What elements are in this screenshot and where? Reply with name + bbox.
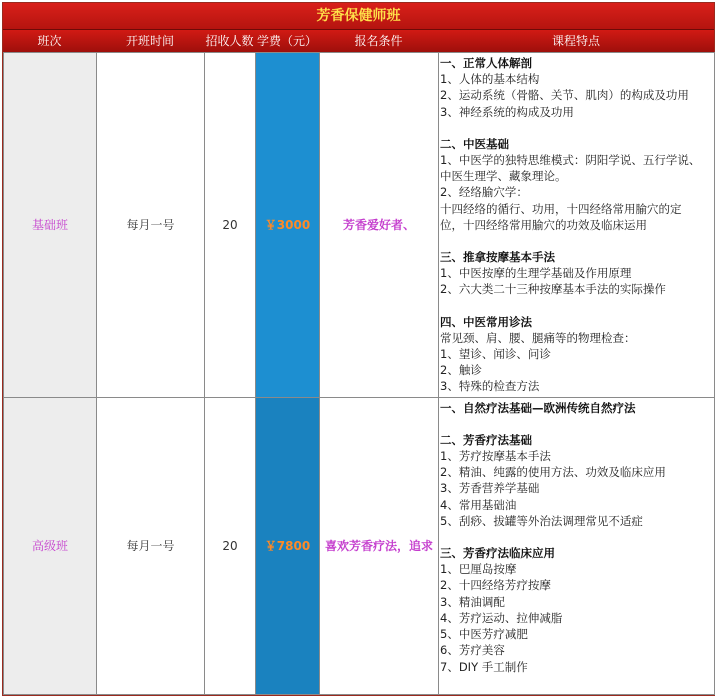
course-table [2, 2, 715, 696]
course-body [3, 52, 715, 695]
class-name: 基础班 [4, 53, 97, 398]
feature-line: 3、精油调配 [440, 594, 505, 609]
header-cond: 报名条件 [354, 34, 403, 48]
start-time: 每月一号 [97, 397, 205, 694]
feature-spacer [440, 298, 714, 314]
feature-line: 1、望诊、闻诊、问诊 [440, 347, 551, 362]
feature-heading: 二、中医基础 [440, 136, 509, 151]
feature-line: 十四经络的循行、功用，十四经络常用腧穴的定 [440, 201, 682, 216]
feature-line: 2、六大类二十三种按摩基本手法的实际操作 [440, 282, 666, 297]
requirement: 芳香爱好者、 [320, 53, 439, 398]
table-row [4, 53, 715, 398]
header-feat: 课程特点 [551, 34, 600, 48]
feature-line: 2、精油、纯露的使用方法、功效及临床应用 [440, 465, 666, 480]
feature-heading: 三、推拿按摩基本手法 [440, 250, 555, 265]
feature-line: 7、DIY 手工制作 [440, 659, 528, 674]
enroll-count: 20 [205, 397, 256, 694]
start-time: 每月一号 [97, 53, 205, 398]
header-ban: 班次 [37, 34, 62, 48]
feature-spacer [440, 416, 714, 432]
class-name: 高级班 [4, 397, 97, 694]
feature-heading: 四、中医常用诊法 [440, 314, 532, 329]
table-title: 芳香保健师班 [3, 3, 714, 29]
feature-line: 1、人体的基本结构 [440, 72, 540, 87]
feature-line: 1、中医学的独特思维模式：阴阳学说、五行学说、 [440, 153, 701, 168]
feature-line: 2、运动系统（骨骼、关节、肌肉）的构成及功用 [440, 88, 689, 103]
course-features [439, 397, 715, 694]
feature-line: 3、芳香营养学基础 [440, 481, 540, 496]
header-row [3, 29, 714, 52]
feature-spacer [440, 120, 714, 136]
feature-heading: 一、自然疗法基础—欧洲传统自然疗法 [440, 400, 636, 415]
feature-line: 5、刮痧、拔罐等外治法调理常见不适症 [440, 513, 643, 528]
header-time: 开班时间 [125, 34, 174, 48]
table-row [4, 397, 715, 694]
header-fee: 学费（元） [256, 34, 317, 48]
feature-heading: 一、正常人体解剖 [440, 56, 532, 70]
course-features [439, 53, 715, 398]
feature-spacer [440, 233, 714, 249]
requirement: 喜欢芳香疗法，追求 [320, 397, 439, 694]
tuition-fee: ￥7800 [256, 397, 320, 694]
feature-heading: 三、芳香疗法临床应用 [440, 546, 555, 561]
header-num: 招收人数 [205, 34, 254, 48]
feature-line: 3、神经系统的构成及功用 [440, 104, 574, 119]
feature-line: 2、十四经络芳疗按摩 [440, 578, 551, 593]
feature-line: 常见颈、肩、腰、腿痛等的物理检查： [440, 330, 636, 345]
feature-line: 中医生理学、藏象理论。 [440, 169, 567, 184]
feature-line: 3、特殊的检查方法 [440, 379, 540, 394]
feature-line: 1、芳疗按摩基本手法 [440, 449, 551, 464]
feature-line: 2、触诊 [440, 363, 482, 378]
feature-heading: 二、芳香疗法基础 [440, 432, 532, 447]
feature-line: 2、经络腧穴学： [440, 185, 528, 200]
feature-line: 5、中医芳疗减肥 [440, 627, 528, 642]
feature-spacer [440, 529, 714, 545]
feature-line: 4、芳疗运动、拉伸减脂 [440, 610, 563, 625]
feature-line: 4、常用基础油 [440, 497, 517, 512]
tuition-fee: ￥3000 [256, 53, 320, 398]
feature-line: 6、芳疗美容 [440, 643, 505, 658]
feature-line: 1、中医按摩的生理学基础及作用原理 [440, 266, 632, 281]
enroll-count: 20 [205, 53, 256, 398]
feature-line: 1、巴厘岛按摩 [440, 562, 517, 577]
feature-line: 位，十四经络常用腧穴的功效及临床运用 [440, 217, 647, 232]
